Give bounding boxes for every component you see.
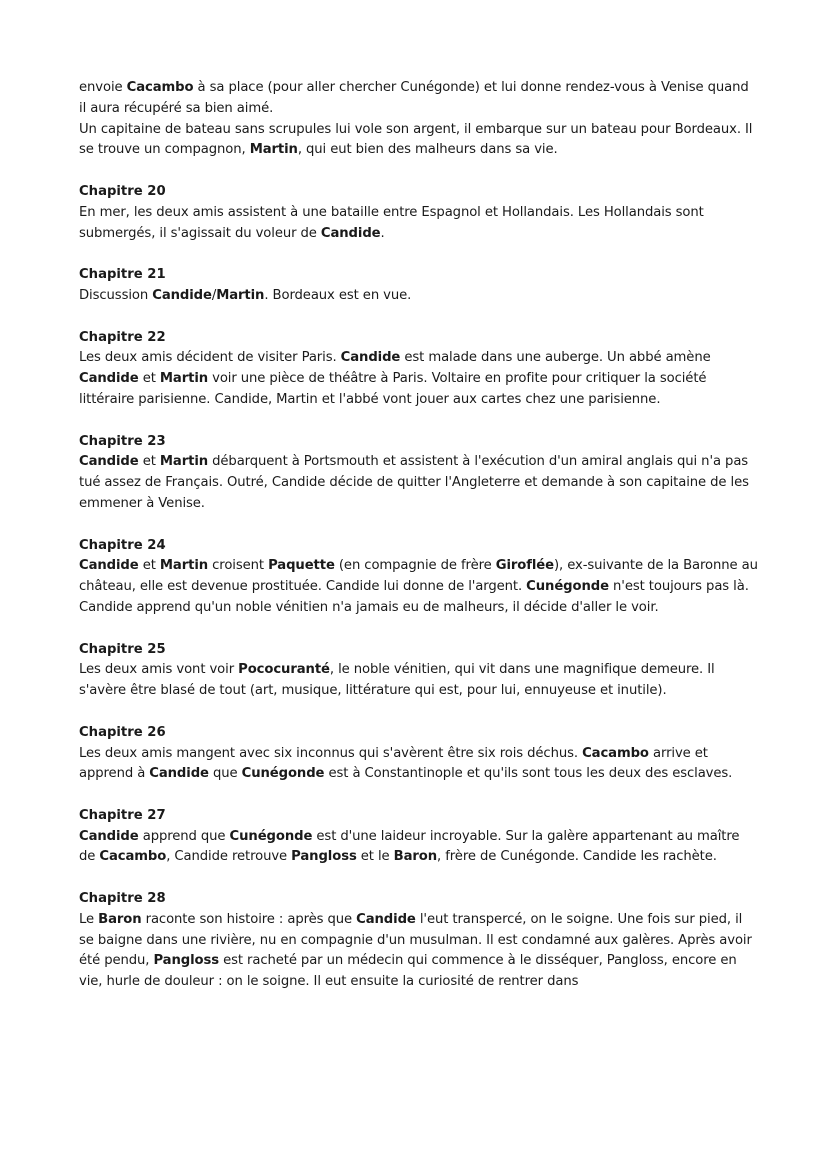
bold-name: Cunégonde xyxy=(241,766,325,782)
text-run: Les deux amis décident de visiter Paris. xyxy=(79,350,341,366)
text-run: à sa place (pour aller chercher Cunégonde) et lui donne rendez-vous à Venise quand il aura récupéré sa bien aimé. xyxy=(79,80,749,116)
intro-paragraph xyxy=(79,120,759,162)
chapter-paragraph xyxy=(79,348,759,410)
text-run: est racheté par un médecin qui commence à le disséquer, Pangloss, encore en vie, hurle de douleur : on le soigne. Il eut ensuite la curiosité de rentrer dans xyxy=(79,953,737,990)
text-run: Le xyxy=(79,911,99,927)
bold-name: Martin xyxy=(159,454,209,470)
chapter-section xyxy=(79,328,759,411)
chapter-section xyxy=(79,889,759,993)
chapter-section xyxy=(79,432,759,515)
text-run: n'est toujours pas là. Candide apprend qu'un noble vénitien n'a jamais eu de malheurs, il décide d'aller le voir. xyxy=(79,579,749,615)
bold-name: Pangloss xyxy=(291,849,357,865)
chapter-title: Chapitre 22 xyxy=(79,329,166,345)
bold-name: Cunégonde xyxy=(229,828,313,844)
chapter-section xyxy=(79,182,759,244)
text-run: est malade dans une auberge. Un abbé amène xyxy=(400,350,711,366)
text-run: débarquent à Portsmouth et assistent à l'exécution d'un amiral anglais qui n'a pas tué assez de Français. Outré, Candide décide de quitter l'Angleterre et demande à son capitaine de les emmener à Venise. xyxy=(79,454,749,511)
text-run: l'eut transpercé, on le soigne. Une fois sur pied, il se baigne dans une rivière, nu en compagnie d'un musulman. Il est condamné aux galères. Après avoir été pendu, xyxy=(79,911,752,969)
bold-name: Martin xyxy=(216,287,265,303)
chapter-title: Chapitre 28 xyxy=(79,891,166,907)
bold-name: Paquette xyxy=(268,558,335,574)
chapter-paragraph xyxy=(79,556,759,618)
bold-name: Cacambo xyxy=(126,80,194,95)
section-gap xyxy=(79,702,759,723)
text-run: En mer, les deux amis assistent à une bataille entre Espagnol et Hollandais. Les Hollandais sont submergés, il s'agissait du voleur de xyxy=(79,204,704,241)
text-run: , Candide retrouve xyxy=(166,849,292,865)
bold-name: Giroflée xyxy=(495,558,554,574)
text-run: Les deux amis mangent avec six inconnus qui s'avèrent être six rois déchus. xyxy=(79,745,583,761)
bold-name: Candide xyxy=(79,371,139,387)
bold-name: Cunégonde xyxy=(526,579,609,595)
chapter-paragraph xyxy=(79,286,759,307)
section-gap xyxy=(79,161,759,182)
bold-name: Candide xyxy=(79,454,139,470)
bold-name: Pangloss xyxy=(153,953,219,969)
text-run: Un capitaine de bateau sans scrupules lui vole son argent, il embarque sur un bateau pour Bordeaux. Il se trouve un compagnon, xyxy=(79,121,753,158)
intro-paragraph xyxy=(79,78,759,120)
text-run: raconte son histoire : après que xyxy=(141,911,357,927)
section-gap xyxy=(79,515,759,536)
document-page xyxy=(79,78,759,993)
chapter-title: Chapitre 20 xyxy=(79,183,166,199)
chapter-paragraph xyxy=(79,910,759,993)
chapter-paragraph xyxy=(79,203,759,245)
text-run: . xyxy=(380,225,385,241)
section-gap xyxy=(79,411,759,432)
text-run: apprend que xyxy=(138,828,230,844)
text-run: Discussion xyxy=(79,287,153,303)
section-gap xyxy=(79,785,759,806)
bold-name: Baron xyxy=(393,849,438,865)
chapter-title: Chapitre 21 xyxy=(79,267,166,283)
bold-name: Pococuranté xyxy=(238,662,330,678)
section-gap xyxy=(79,307,759,328)
text-run: ), ex-suivante de la Baronne au château, elle est devenue prostituée. Candide lui donne de l'argent. xyxy=(79,558,758,595)
text-run: . Bordeaux est en vue. xyxy=(264,287,412,303)
bold-name: Candide xyxy=(79,558,139,574)
section-gap xyxy=(79,619,759,640)
text-run: est d'une laideur incroyable. Sur la galère appartenant au maître de xyxy=(79,828,740,865)
bold-name: Candide xyxy=(79,828,139,844)
text-run: envoie xyxy=(79,80,127,95)
section-gap xyxy=(79,244,759,265)
chapter-section xyxy=(79,640,759,702)
text-run: croisent xyxy=(208,558,269,574)
text-run: , le noble vénitien, qui vit dans une magnifique demeure. Il s'avère être blasé de tout (art, musique, littérature qui est, pour lui, ennuyeuse et inutile). xyxy=(79,662,715,699)
text-run: arrive et apprend à xyxy=(79,745,708,782)
chapters-list xyxy=(79,161,759,993)
chapter-title: Chapitre 23 xyxy=(79,433,166,449)
text-run: , frère de Cunégonde. Candide les rachète. xyxy=(437,849,717,865)
bold-name: Martin xyxy=(249,142,298,158)
chapter-title: Chapitre 25 xyxy=(79,641,166,657)
text-run: / xyxy=(211,287,217,303)
bold-name: Candide xyxy=(149,766,209,782)
text-run: voir une pièce de théâtre à Paris. Voltaire en profite pour critiquer la société littéraire parisienne. Candide, Martin et l'abbé vont jouer aux cartes chez une parisienne. xyxy=(79,371,707,407)
text-run: et xyxy=(138,371,160,387)
chapter-section xyxy=(79,723,759,785)
chapter-title: Chapitre 26 xyxy=(79,724,166,740)
chapter-section xyxy=(79,536,759,619)
chapter-paragraph xyxy=(79,827,759,869)
chapter-section xyxy=(79,806,759,868)
chapter-paragraph xyxy=(79,744,759,786)
bold-name: Martin xyxy=(159,371,209,387)
bold-name: Baron xyxy=(98,911,142,927)
section-gap xyxy=(79,868,759,889)
bold-name: Candide xyxy=(356,911,416,927)
text-run: Les deux amis vont voir xyxy=(79,662,239,678)
text-run: , qui eut bien des malheurs dans sa vie. xyxy=(297,142,558,158)
chapter-section xyxy=(79,265,759,307)
text-run: et le xyxy=(356,849,394,865)
chapter-paragraph xyxy=(79,452,759,514)
bold-name: Martin xyxy=(159,558,209,574)
text-run: (en compagnie de frère xyxy=(334,558,496,574)
text-run: et xyxy=(138,558,160,574)
text-run: est à Constantinople et qu'ils sont tous les deux des esclaves. xyxy=(324,766,733,782)
bold-name: Cacambo xyxy=(582,745,649,761)
bold-name: Candide xyxy=(320,225,381,241)
bold-name: Candide xyxy=(340,350,401,366)
chapter-paragraph xyxy=(79,660,759,702)
text-run: que xyxy=(208,766,242,782)
chapter-title: Chapitre 24 xyxy=(79,537,166,553)
chapter-title: Chapitre 27 xyxy=(79,807,166,823)
text-run: et xyxy=(138,454,160,470)
intro-section xyxy=(79,78,759,161)
bold-name: Cacambo xyxy=(99,849,167,865)
bold-name: Candide xyxy=(152,287,212,303)
